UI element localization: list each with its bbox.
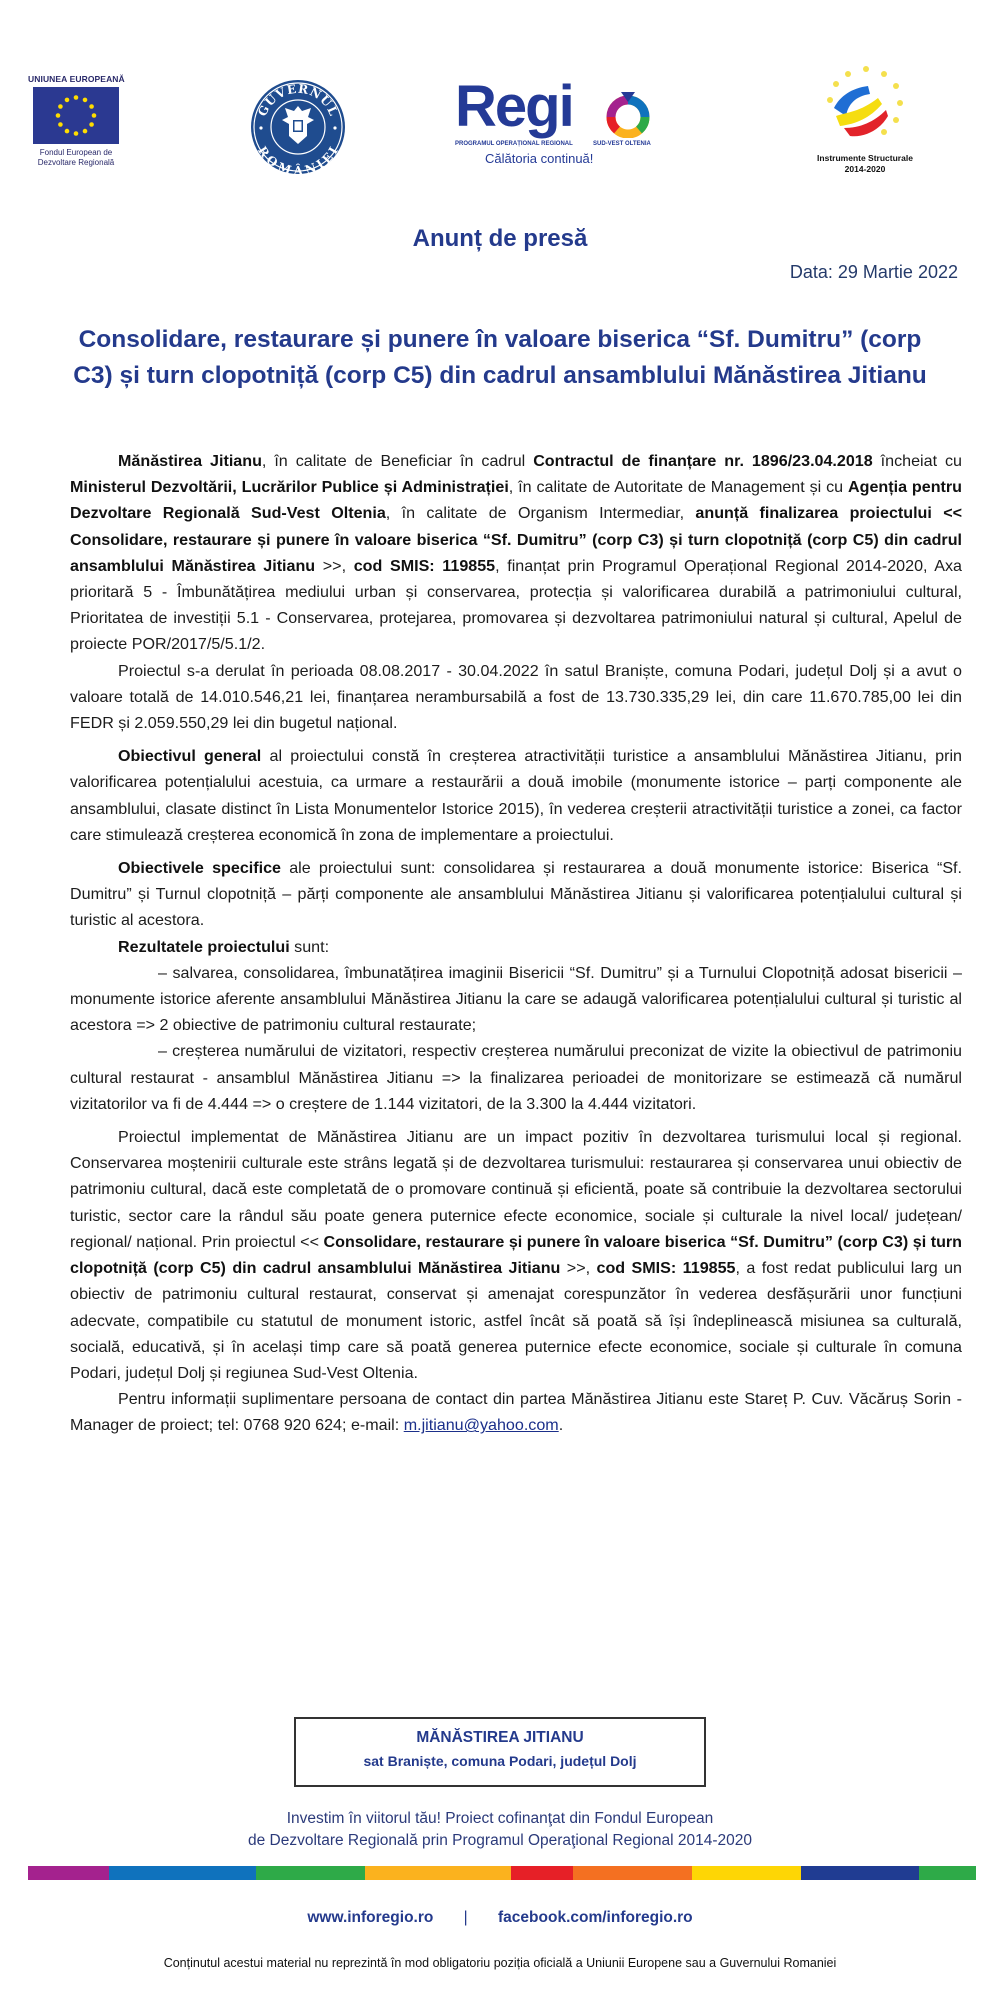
structural-instruments-label: Instrumente Structurale <box>817 153 913 163</box>
text: . <box>558 1416 564 1435</box>
text: >>, <box>315 556 354 575</box>
svg-text:GUVERNUL: GUVERNUL <box>255 81 341 119</box>
eu-star-icon <box>89 104 94 109</box>
structural-instruments-logo <box>800 60 930 180</box>
regio-logo <box>455 74 655 168</box>
eu-logo-sub-2: Dezvoltare Regională <box>37 158 115 167</box>
text: , în calitate de Autoritate de Management și cu <box>508 478 849 497</box>
stripe-segment <box>109 1866 256 1880</box>
cofinancing-statement <box>0 1808 1000 1852</box>
press-release-body <box>70 448 962 1439</box>
bold-text: cod SMIS: 119855 <box>353 556 496 575</box>
text: , a fost redat publicului larg un obiectiv de patrimoniu cultural restaurat, conservat și amenajat corespunzător în vederea desfășurării unor funcțiuni adecvate, compatibile cu statutul de monument istoric, astfel încât să poată să își îndeplinească misiunea sa culturală, socială, educativă, și în același timp care să poată generea puternice efecte economice, sociale și culturale în comuna Podari, județul Dolj și regiunea Sud-Vest Oltenia. <box>70 1259 962 1382</box>
press-release-heading: Anunț de presă <box>412 225 588 252</box>
regio-wordmark: Regi <box>455 74 573 139</box>
government-seal-icon <box>249 78 347 176</box>
regio-program-label: PROGRAMUL OPERAȚIONAL REGIONAL <box>455 141 573 147</box>
stripe-segment <box>256 1866 365 1880</box>
eu-flag-icon <box>33 87 119 144</box>
structural-instruments-icon <box>800 60 930 152</box>
text: >>, <box>560 1259 597 1278</box>
eu-star-icon <box>58 122 63 127</box>
structural-instruments-years: 2014-2020 <box>844 164 886 174</box>
facebook-link[interactable]: facebook.com/inforegio.ro <box>498 1909 693 1926</box>
eu-star-icon <box>65 129 70 134</box>
text: – creșterea numărului de vizitatori, respectiv creșterea numărului preconizat de vizite la obiectivul de patrimoniu cultural restaurat - ansamblul Mănăstirea Jitianu => la finalizarea perioadei de monitorizare se estimează că numărul vizitatorilor va fi de 4.444 => o creștere de 1.144 vizitatori, de la 3.300 la 4.444 vizitatori. <box>70 1042 962 1113</box>
bold-text: Obiectivul general <box>118 747 262 766</box>
stripe-segment <box>511 1866 573 1880</box>
regio-tagline: Călătoria continuă! <box>485 151 594 166</box>
beneficiary-box <box>294 1717 706 1787</box>
eu-star-icon <box>83 98 88 103</box>
eu-star-icon <box>56 113 61 118</box>
paragraph-beneficiary <box>70 448 962 658</box>
result-item <box>70 960 962 1039</box>
paragraph-results-heading <box>70 934 962 960</box>
text: ale proiectului sunt: consolidarea și restaurarea a două monumente istorice: Biserica “Sf. Dumitru” și Turnul clopotniță – părți componente ale ansamblului Mănăstirea Jitianu și valorificarea potențialului cultural și turistic al acestora. <box>70 859 962 930</box>
text: – salvarea, consolidarea, îmbunatățirea imaginii Bisericii “Sf. Dumitru” și a Turnului Clopotniță adosat bisericii – monumente istorice aferente ansamblului Mănăstirea Jitianu la care se adaugă valorificarea potențialului cultural și turistic al acestora => 2 obiective de patrimoniu cultural restaurate; <box>70 963 962 1035</box>
text: sunt: <box>289 937 330 956</box>
color-stripe <box>28 1866 976 1880</box>
result-item <box>70 1038 962 1117</box>
paragraph-contact <box>70 1386 962 1438</box>
bold-text: Mănăstirea Jitianu <box>118 452 262 470</box>
bold-text: Obiectivele specifice <box>118 859 281 878</box>
eu-star-icon <box>74 95 79 100</box>
bold-text: Ministerul Dezvoltării, Lucrărilor Publice și Administrației <box>70 478 509 497</box>
cofinancing-line-1: Investim în viitorul tău! Proiect cofinanţat din Fondul European <box>286 1810 714 1827</box>
bold-text: Agenția pentru Dezvoltare Regională Sud-Vest Oltenia <box>70 478 962 523</box>
eu-star-icon <box>65 98 70 103</box>
footer-links <box>0 1909 1000 1927</box>
stripe-segment <box>801 1866 920 1880</box>
bold-text: Contractul de finanțare nr. 1896/23.04.2018 <box>533 452 873 470</box>
release-date: Data: 29 Martie 2022 <box>789 262 958 282</box>
text: , în calitate de Organism Intermediar, <box>385 504 696 523</box>
bold-text: cod SMIS: 119855 <box>596 1259 736 1278</box>
eu-star-icon <box>83 129 88 134</box>
document-title: Consolidare, restaurare și punere în valoare biserica “Sf. Dumitru” (corp C3) și turn clopotniță (corp C5) din cadrul ansamblului Mănăstirea Jitianu <box>73 326 927 389</box>
stripe-segment <box>573 1866 692 1880</box>
text: Pentru informații suplimentare persoana de contact din partea Mănăstirea Jitianu este Stareț P. Cuv. Văcăruș Sorin - Manager de proiect; tel: 0768 920 624; e-mail: <box>70 1390 962 1435</box>
paragraph-general-objective <box>70 743 962 848</box>
bold-text: anunță finalizarea proiectului << Consolidare, restaurare și punere în valoare biserica “Sf. Dumitru” (corp C3) și turn clopotniță (corp C5) din cadrul ansamblului Mănăstirea Jitianu <box>70 504 962 575</box>
regio-region-label: SUD-VEST OLTENIA <box>593 141 651 147</box>
beneficiary-name: MĂNĂSTIREA JITIANU <box>416 1729 584 1746</box>
text: , în calitate de Beneficiar în cadrul <box>261 452 534 470</box>
eu-star-icon <box>89 122 94 127</box>
eu-star-icon <box>92 113 97 118</box>
stripe-segment <box>692 1866 801 1880</box>
regio-color-wheel-icon <box>605 92 651 138</box>
website-link[interactable]: www.inforegio.ro <box>307 1909 434 1926</box>
stripe-segment <box>919 1866 976 1880</box>
eu-star-icon <box>74 131 79 136</box>
beneficiary-address: sat Braniște, comuna Podari, județul Dolj <box>363 1753 637 1769</box>
disclaimer: Conținutul acestui material nu reprezintă în mod obligatoriu poziția oficială a Uniunii Europene sau a Guvernului Romaniei <box>163 1956 837 1970</box>
eu-logo-caption: UNIUNEA EUROPEANĂ <box>28 74 125 84</box>
stripe-segment <box>365 1866 512 1880</box>
text: , finanțat prin Programul Operațional Regional 2014-2020, Axa prioritară 5 - Îmbunătățirea mediului urban și conservarea, protecția și valorificarea durabilă a patrimoniului cultural, Prioritatea de investiții 5.1 - Conservarea, protejarea, promovarea și dezvoltarea patrimoniului natural și cultural, Apelul de proiecte POR/2017/5/5.1/2. <box>70 556 962 654</box>
bold-text: Rezultatele proiectului <box>118 937 290 956</box>
text: al proiectului constă în creșterea atractivității turistice a ansamblului Mănăstirea Jitianu, prin valorificarea potențialului acestuia, ca urmare a restaurării a două imobile (monumente istorice – parți componente ale ansamblului, clasate distinct în Lista Monumentelor Istorice 2015), în vederea creșterii atractivității turistice a zonei, ca factor care stimulează creșterea economică în zona de implementare a proiectului. <box>70 747 962 844</box>
eu-logo-sub-1: Fondul European de <box>39 148 113 157</box>
stripe-segment <box>28 1866 109 1880</box>
email-link[interactable]: m.jitianu@yahoo.com <box>403 1416 559 1435</box>
paragraph-impact <box>70 1124 962 1386</box>
text: încheiat cu <box>872 452 962 470</box>
eu-logo <box>28 74 124 168</box>
svg-text:ROMÂNIEI: ROMÂNIEI <box>254 143 342 176</box>
bold-text: Consolidare, restaurare și punere în valoare biserica “Sf. Dumitru” (corp C3) și turn clopotniță (corp C5) din cadrul ansamblului Mănăstirea Jitianu <box>70 1232 963 1278</box>
text: Proiectul s-a derulat în perioada 08.08.2017 - 30.04.2022 în satul Braniște, comuna Podari, județul Dolj și a avut o valoare totală de 14.010.546,21 lei, finanțarea nerambursabilă a fost de 13.730.335,29 lei, din care 11.670.785,00 lei din FEDR și 2.059.550,29 lei din bugetul național. <box>70 661 962 733</box>
text: Proiectul implementat de Mănăstirea Jitianu are un impact pozitiv în dezvoltarea turismului local și regional. Conservarea moștenirii culturale este strâns legată și de dezvoltarea turismului: restaurarea și conservarea unui obiectiv de patrimoniu cultural, dacă este completată de o promovare continuă și eficientă, poate să contribuie la dezvoltarea sectorului turistic, sector care la rândul său poate genera puternice efecte economice, sociale și culturale la nivel local/ județean/ regional/ național. Prin proiectul << <box>70 1128 962 1251</box>
paragraph-specific-objectives <box>70 855 962 934</box>
paragraph-project-details <box>70 658 962 737</box>
eu-star-icon <box>58 104 63 109</box>
cofinancing-line-2: de Dezvoltare Regională prin Programul Operaţional Regional 2014-2020 <box>247 1832 753 1849</box>
link-separator: | <box>463 1909 468 1926</box>
